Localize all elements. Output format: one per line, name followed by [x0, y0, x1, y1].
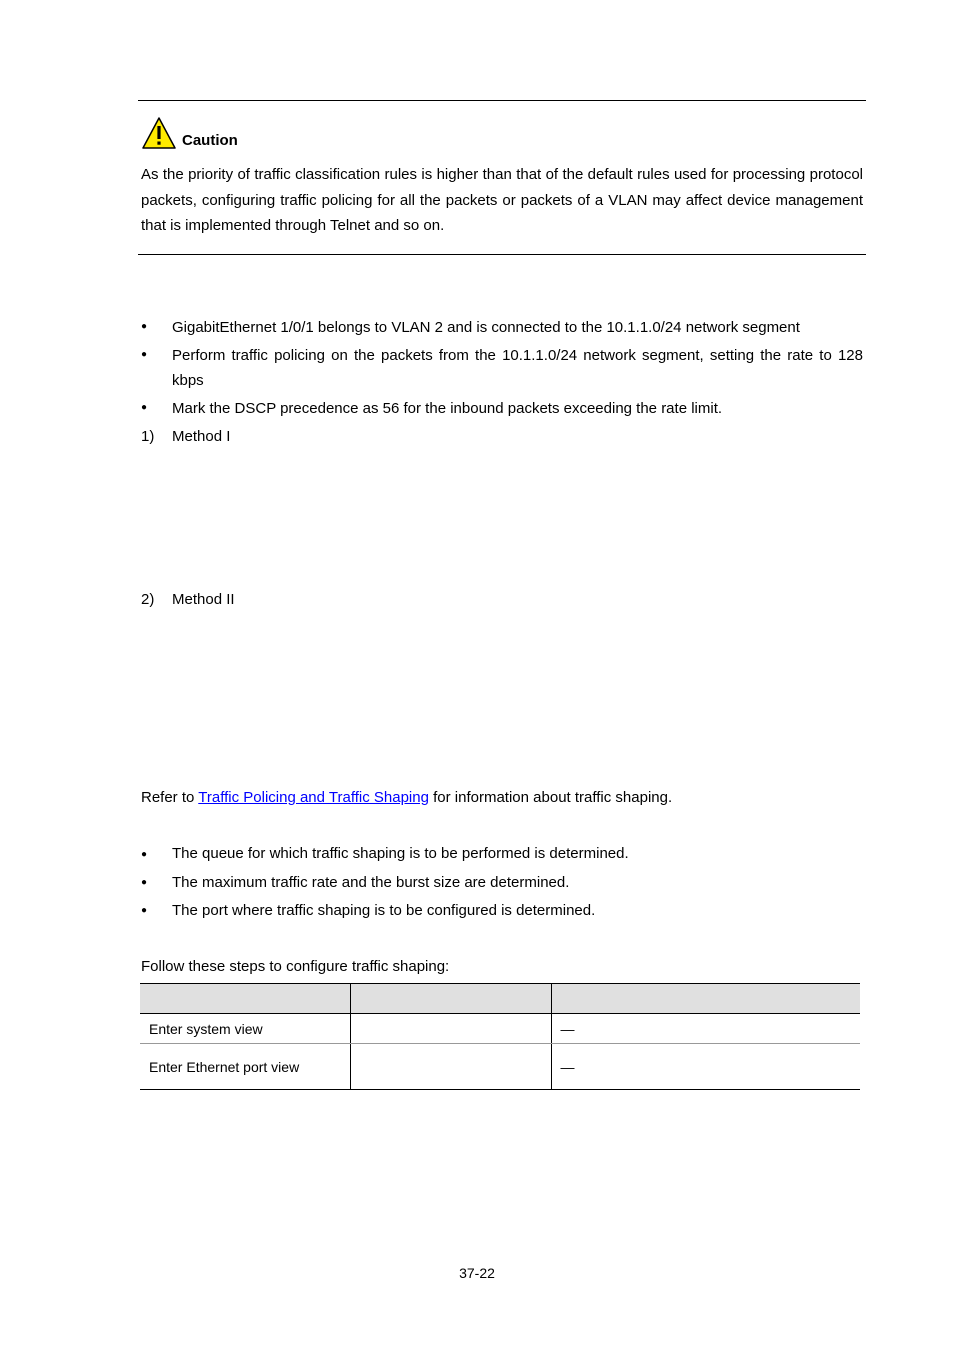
list-item: The maximum traffic rate and the burst size are determined.	[172, 874, 570, 891]
table-cell: —	[551, 1044, 860, 1090]
refer-suffix: for information about traffic shaping.	[428, 789, 673, 806]
steps-table	[140, 983, 860, 1090]
table-header-cell	[551, 984, 860, 1014]
list-item: Perform traffic policing on the packets from the 10.1.1.0/24 network segment, setting the rate to 128 kbps	[172, 347, 863, 389]
list-item: Mark the DSCP precedence as 56 for the inbound packets exceeding the rate limit.	[172, 400, 723, 417]
table-cell	[350, 1014, 551, 1044]
table-cell: Enter system view	[140, 1014, 350, 1044]
list-item: The queue for which traffic shaping is to be performed is determined.	[172, 845, 629, 862]
caution-bottom-rule	[138, 254, 866, 255]
list-item: GigabitEthernet 1/0/1 belongs to VLAN 2 and is connected to the 10.1.1.0/24 network segment	[172, 319, 800, 336]
caution-top-rule	[138, 100, 866, 101]
method-label: Method II	[172, 591, 235, 608]
table-header-cell	[350, 984, 551, 1014]
bullet-icon: ●	[141, 905, 148, 916]
bullet-icon: ●	[141, 321, 148, 332]
warning-triangle-icon	[141, 116, 177, 150]
steps-intro: Follow these steps to configure traffic shaping:	[141, 958, 450, 975]
bullet-icon: ●	[141, 349, 148, 360]
method-number: 1)	[141, 428, 155, 445]
table-cell: —	[551, 1014, 860, 1044]
method-label: Method I	[172, 428, 231, 445]
table-header-cell	[140, 984, 350, 1014]
table-row	[140, 1044, 860, 1090]
table-header-row	[140, 984, 860, 1014]
refer-prefix: Refer to	[141, 789, 199, 806]
caution-label: Caution	[182, 132, 238, 149]
bullet-icon: ●	[141, 849, 148, 860]
traffic-policing-link[interactable]: Traffic Policing and Traffic Shaping	[198, 789, 429, 806]
refer-paragraph	[141, 789, 672, 806]
page-number: 37-22	[459, 1265, 495, 1281]
list-item: The port where traffic shaping is to be configured is determined.	[172, 902, 596, 919]
table-cell: Enter Ethernet port view	[140, 1044, 350, 1090]
table-row	[140, 1014, 860, 1044]
table-cell	[350, 1044, 551, 1090]
method-number: 2)	[141, 591, 155, 608]
bullet-icon: ●	[141, 877, 148, 888]
bullet-icon: ●	[141, 402, 148, 413]
caution-text: As the priority of traffic classification rules is higher than that of the default rules used for processing protocol packets, configuring traffic policing for all the packets or packets of a VLAN may affect device management that is implemented through Telnet and so on.	[141, 166, 863, 234]
